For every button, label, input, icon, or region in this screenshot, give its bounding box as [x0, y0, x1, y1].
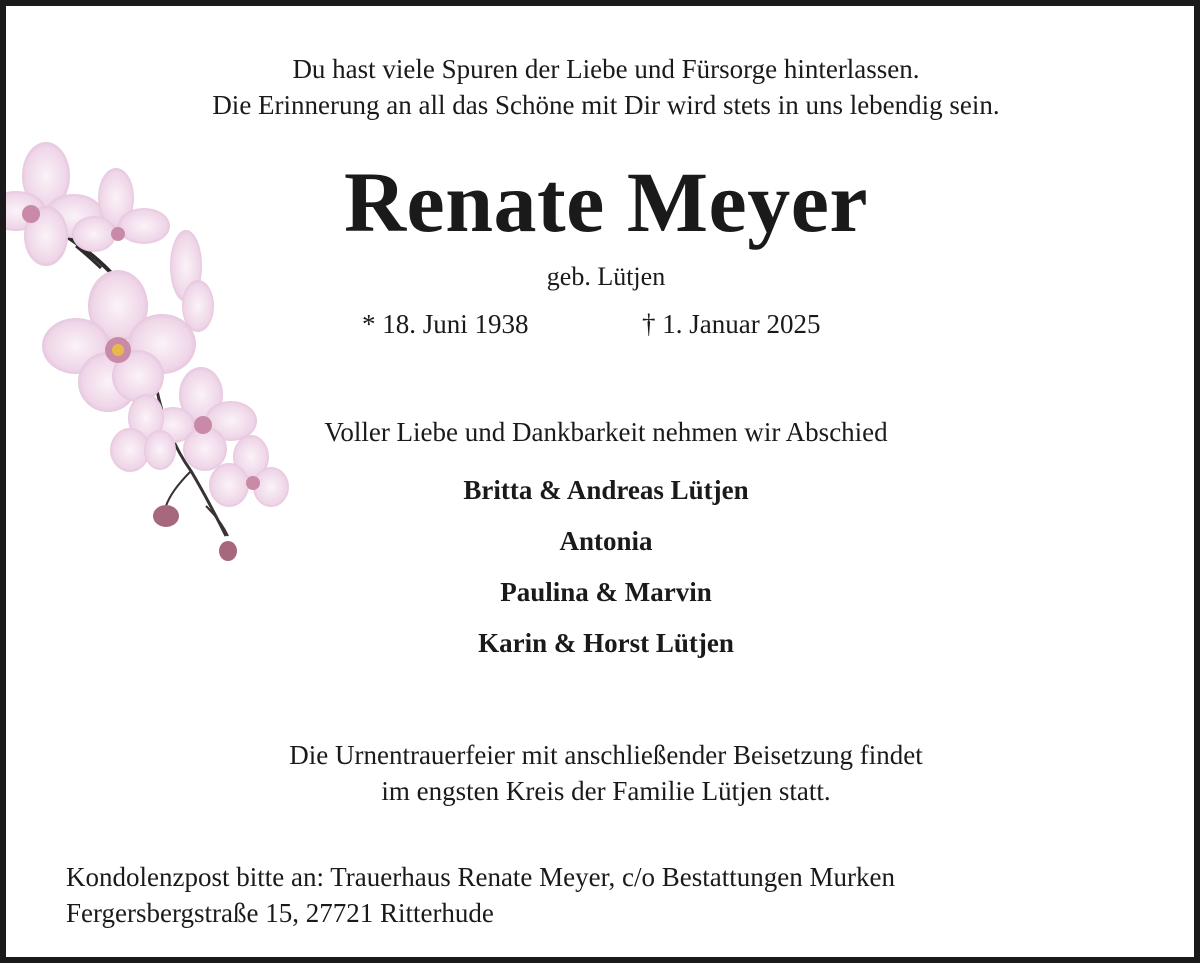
condolence-line-1: Kondolenzpost bitte an: Trauerhaus Renate Meyer, c/o Bestattungen Murken: [66, 862, 895, 892]
ceremony-line-1: Die Urnentrauerfeier mit anschließender Beisetzung findet: [289, 740, 923, 770]
mourner-line: Paulina & Marvin: [500, 577, 712, 607]
birth-name: geb. Lütjen: [546, 262, 666, 291]
death-date: † 1. Januar 2025: [642, 309, 821, 339]
verse-line-1: Du hast viele Spuren der Liebe und Fürsorge hinterlassen.: [292, 54, 920, 84]
mourner-line: Karin & Horst Lütjen: [478, 628, 734, 658]
birth-date: * 18. Juni 1938: [362, 309, 529, 339]
mourner-line: Antonia: [559, 526, 653, 556]
condolence-line-2: Fergersbergstraße 15, 27721 Ritterhude: [66, 898, 494, 928]
verse-line-2: Die Erinnerung an all das Schöne mit Dir wird stets in uns lebendig sein.: [212, 90, 1000, 120]
deceased-name: Renate Meyer: [343, 154, 869, 250]
mourner-line: Britta & Andreas Lütjen: [463, 475, 749, 505]
ceremony-line-2: im engsten Kreis der Familie Lütjen statt.: [381, 776, 831, 806]
farewell-text: Voller Liebe und Dankbarkeit nehmen wir Abschied: [324, 417, 888, 447]
